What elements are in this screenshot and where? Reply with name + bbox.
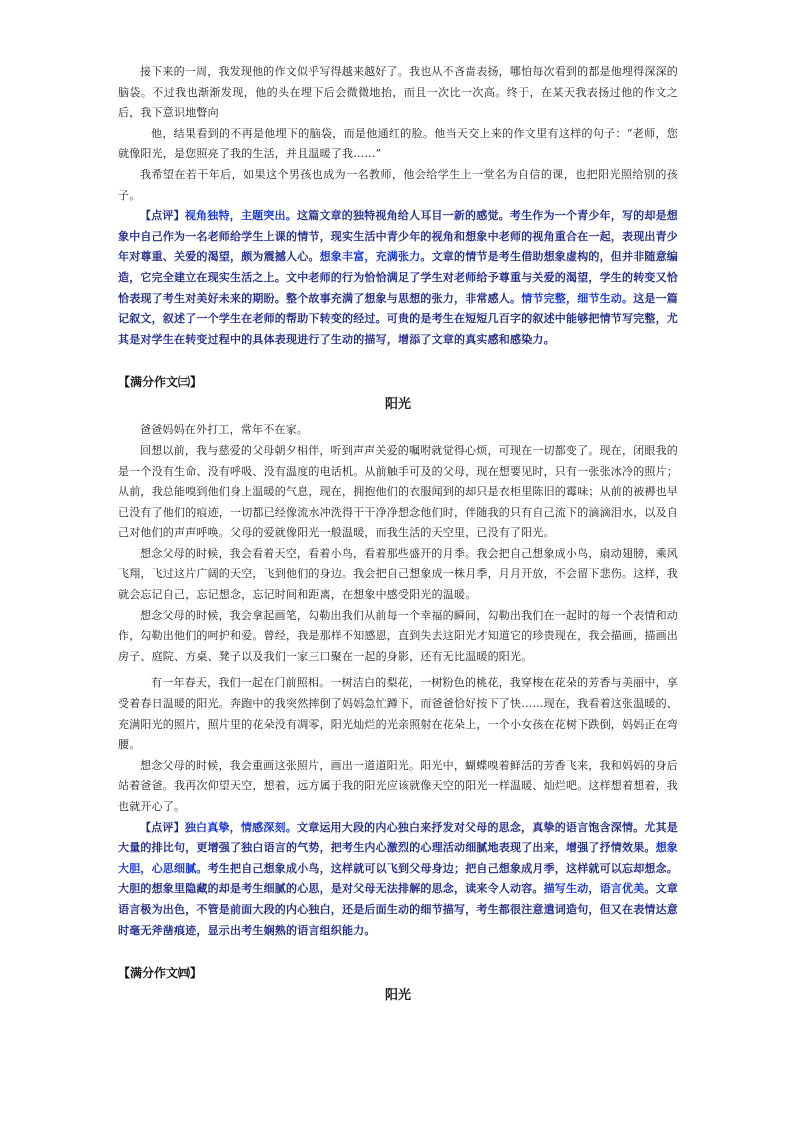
review-highlight: 情节完整，细节生动。 xyxy=(521,291,634,305)
paragraph: 爸爸妈妈在外打工，常年不在家。 xyxy=(140,423,308,437)
review-text: 这是一篇记叙文，叙述了一个学生在老师的帮助下转变的经过。可贵的是考生在短短几百字的叙述中能够把情节写完整，尤其是对学生在转变过程中的具体表现进行了生动的描写，增添了文章的真实感和感染力。 xyxy=(118,291,679,346)
review-tag: 【点评】 xyxy=(140,209,185,223)
paragraph: 我希望在若干年后，如果这个男孩也成为一名教师，他会给学生上一堂名为自信的课，也把阳光照给别的孩子。 xyxy=(118,167,678,202)
review-paragraph xyxy=(118,206,678,350)
paragraph: 他，结果看到的不再是他埋下的脑袋，而是他通红的脸。他当天交上来的作文里有这样的句子：“老师，您就像阳光，是您照亮了我的生活，并且温暖了我……” xyxy=(118,126,678,161)
review-highlight: 描写生动，语言优美。 xyxy=(543,882,656,896)
review-highlight: 独白真挚，情感深刻。 xyxy=(184,820,297,834)
review-tag: 【点评】 xyxy=(140,820,185,834)
document-page xyxy=(118,62,678,1011)
review-text: 文章语言极为出色，不管是前面大段的内心独白，还是后面生动的细节描写，考生都很注意遣词造句，但又在表情达意时毫无斧凿痕迹，显示出考生娴熟的语言组织能力。 xyxy=(118,882,679,937)
review-text: 文章的情节是考生借助想象虚构的，但并非随意编造，它完全建立在现实生活之上。文中老师的行为恰恰满足了学生对老师给予尊重与关爱的渴望，学生的转变又恰恰表现了考生对美好未来的期盼。整个故事充满了想象与思想的张力，非常感人。 xyxy=(118,250,679,305)
section-label: 【满分作文㈣】 xyxy=(118,966,203,981)
review-highlight: 视角独特，主题突出。 xyxy=(184,209,297,223)
review-text: 文章运用大段的内心独白来抒发对父母的思念，真挚的语言饱含深情。尤其是大量的排比句，更增强了独白语言的气势，把考生内心激烈的心理活动细腻地表现了出来，增强了抒情效果。 xyxy=(118,820,678,855)
paragraph: 想念父母的时候，我会重画这张照片，画出一道道阳光。阳光中，蝴蝶嗅着鲜活的芳香飞来，我和妈妈的身后站着爸爸。我再次仰望天空，想着，远方属于我的阳光应该就像天空的阳光一样温暖、灿烂吧。这样想着想着，我也就开心了。 xyxy=(118,758,678,813)
review-highlight: 想象大胆，心思细腻。 xyxy=(118,841,679,875)
paragraph: 想念父母的时候，我会看着天空，看着小鸟，看着那些盛开的月季。我会把自己想象成小鸟，扇动翅膀，乘风飞翔，飞过这片广阔的天空，飞到他们的身边。我会把自己想象成一株月季，月月开放，不会留下悲伤。这样，我就会忘记自己，忘记想念，忘记时间和距离，在想象中感受阳光的温暖。 xyxy=(118,546,678,602)
paragraph: 想念父母的时候，我会拿起画笔，勾勒出我们从前每一个幸福的瞬间，勾勒出我们在一起时的每一个表情和动作，勾勒出他们的呵护和爱。曾经，我是那样不知感恩，直到失去这阳光才知道它的珍贵现在，我会描画，描画出房子、庭院、方桌、凳子以及我们一家三口聚在一起的身影，还有无比温暖的阳光。 xyxy=(118,608,678,663)
review-text: 考生把自己想象成小鸟，这样就可以飞到父母身边；把自己想象成月季，这样就可以忘却想念。大胆的想象里隐藏的却是考生细腻的心思，是对父母无法排解的思念，读来令人动容。 xyxy=(118,861,679,896)
review-paragraph xyxy=(118,818,678,942)
essay-title: 阳光 xyxy=(384,397,411,413)
paragraph: 有一年春天，我们一起在门前照相。一树洁白的梨花，一树粉色的桃花，我穿梭在花朵的芳香与美丽中，享受着春日温暖的阳光。奔跑中的我突然摔倒了妈妈急忙蹲下，而爸爸恰好按下了快……现在，我看着这张温暖的、充满阳光的照片，照片里的花朵没有凋零，阳光灿烂的光亲照射在花朵上，一个小女孩在花树下跌倒，妈妈正在弯腰。 xyxy=(118,676,678,752)
essay-title: 阳光 xyxy=(384,988,411,1004)
review-text: 这篇文章的独特视角给人耳目一新的感觉。考生作为一个青少年，写的却是想象中自己作为一名老师给学生上课的情节，现实生活中青少年的视角和想象中老师的视角重合在一起，表现出青少年对尊重、关爱的渴望，颇为震撼人心。 xyxy=(118,209,678,264)
section-label: 【满分作文㈢】 xyxy=(118,375,203,390)
review-highlight: 想象丰富，充满张力。 xyxy=(319,250,432,264)
paragraph: 接下来的一周，我发现他的作文似乎写得越来越好了。我也从不吝啬表扬，哪怕每次看到的都是他埋得深深的脑袋。不过我也渐渐发现，他的头在埋下后会微微地抬，而且一次比一次高。终于，在某天我表扬过他的作文之后，我下意识地瞥向 xyxy=(118,65,678,120)
paragraph: 回想以前，我与慈爱的父母朝夕相伴，听到声声关爱的嘱咐就觉得心烦，可现在一切都变了。现在，闭眼我的是一个没有生命、没有呼吸、没有温度的电话机。从前触手可及的父母，现在想要见时，只有一张张冰冷的照片；从前，我总能嗅到他们身上温暖的气息，现在，拥抱他们的衣服闻到的却只是衣柜里陈旧的霉味；从前的被褥也早已没有了他们的痕迹，一切都已经像流水冲洗得干干净净想念他们时，伴随我的只有自己流下的滴滴泪水，以及自己对他们的声声呼唤。父母的爱就像阳光一般温暖，而我生活的天空里，已没有了阳光。 xyxy=(118,443,678,540)
